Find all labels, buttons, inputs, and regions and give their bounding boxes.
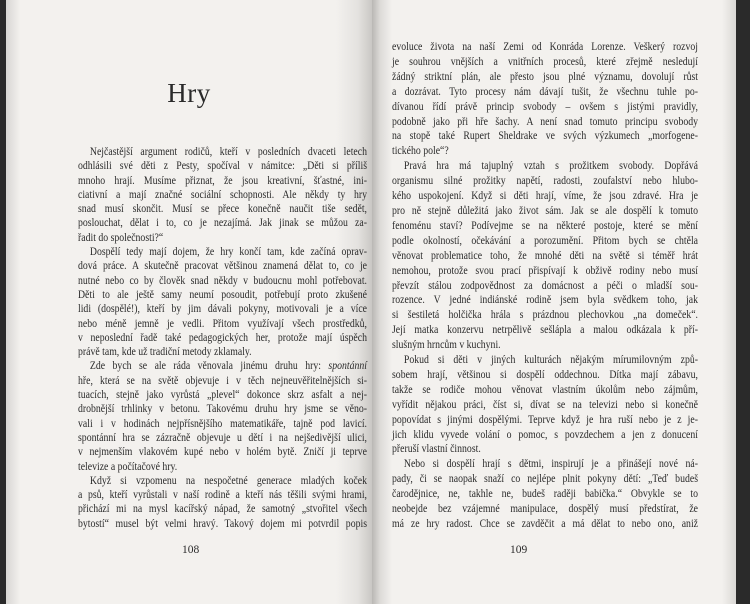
text-line bbox=[78, 145, 367, 159]
text-line-content: drobnější trhlinky v betonu. Takovému druhu hry jsme se věno- bbox=[78, 403, 367, 416]
text-line-content: ciativní a mají značné sociální schopnosti. Ale někdy ty hry bbox=[78, 188, 367, 201]
text-line-content: popovídat s jinými dospělými. Teprve když je hra ruší nebo je z je- bbox=[392, 413, 698, 426]
text-line-content: je souhrou vnějších a vnitřních procesů, které zřejmě nesledují bbox=[392, 55, 698, 68]
text-line bbox=[78, 417, 367, 431]
text-line-content: a dozrávat. Tyto procesy nám dávají tušit, že všechnu tuhle po- bbox=[392, 85, 698, 98]
text-line bbox=[78, 174, 367, 188]
text-line-content: spontánní hra se zázračně objevuje u dětí i na nejšedivější ulici, bbox=[78, 431, 367, 444]
text-line bbox=[78, 302, 367, 316]
text-line-content: rozence. V jedné indiánské rodině jsem byla svědkem toho, jak bbox=[392, 294, 698, 307]
text-line bbox=[78, 159, 367, 173]
chapter-title: Hry bbox=[167, 78, 211, 108]
text-line-content: si šestiletá holčička hrála s prázdnou plechovkou „na domeček“. bbox=[392, 309, 698, 322]
text-line-content: odhlásili své děti z Pesty, spočíval v námitce: „Děti si příliš bbox=[78, 160, 367, 173]
text-line bbox=[392, 353, 698, 368]
text-line bbox=[392, 293, 698, 308]
text-line bbox=[78, 445, 367, 459]
text-line-content: vyřídit nějakou práci, číst si, dívat se na televizi nebo si konečně bbox=[392, 398, 698, 411]
text-line bbox=[392, 55, 698, 70]
text-line bbox=[392, 129, 698, 144]
text-line bbox=[78, 345, 367, 359]
text-line-content: přeruší vlastní činnost. bbox=[392, 443, 481, 456]
text-line-content: čarodějnice, ne, takhle ne, budeš raději babička.“ Obvykle se to bbox=[392, 488, 698, 501]
text-line-content: podle okolností, očekávání a porozumění. Přitom bych se chtěla bbox=[392, 234, 698, 247]
text-line-content: má ze hry radost. Chce se zavděčit a má dělat to nebo ono, aniž bbox=[392, 518, 698, 530]
text-line-content: Nebo si dospělí hrají s dětmi, inspirují je a přinášejí nové ná- bbox=[403, 458, 698, 471]
text-line bbox=[78, 359, 367, 373]
text-line-content: podobně jako při hře šachy. A není snad tomuto principu svobody bbox=[392, 115, 698, 128]
text-line-content: Pravá hra má tajuplný vztah s prožitkem svobody. Dopřává bbox=[403, 160, 698, 173]
text-line-content: Pokud si děti v jiných kulturách nějakým mírumilovným způ- bbox=[403, 354, 698, 367]
text-line-content: vali i v hodinách nejpřísnějšího matematikáře, tajně pod lavicí. bbox=[78, 417, 367, 430]
text-line-content: dívanou řídí právě princip svobody – ovšem s jistými pravidly, bbox=[392, 100, 698, 113]
text-line bbox=[78, 502, 367, 516]
text-line bbox=[392, 279, 698, 294]
text-line bbox=[392, 174, 698, 189]
text-line-content: na stopě také Rupert Sheldrake ve svých výzkumech „morfogene- bbox=[392, 130, 698, 143]
text-line bbox=[78, 460, 367, 474]
right-page bbox=[372, 0, 736, 604]
text-line-content: slušným hrncům v kuchyni. bbox=[392, 339, 501, 352]
text-line bbox=[392, 457, 698, 472]
text-line bbox=[78, 317, 367, 331]
text-line-content: organismu silné prožitky napětí, radosti, zoufalství nebo hlubo- bbox=[392, 175, 698, 188]
text-line-content: a psů, kteří vyrůstali v naší rodině a kteří nás těšili svými hrami, bbox=[78, 489, 367, 502]
text-line bbox=[392, 413, 698, 428]
text-line-content: pady, či se naopak snaží co nejlépe plnit pokyny dětí: „Teď budeš bbox=[392, 473, 698, 486]
text-line-content: snad musí skončit. Musí se přece konečně naučit tiše sedět, bbox=[78, 203, 367, 216]
text-line-content: přichází mi na mysl kacířský nápad, že samotný „stvořitel všech bbox=[78, 503, 367, 516]
text-line-content: evoluce života na naší Zemi od Konráda Lorenze. Veškerý rozvoj bbox=[392, 41, 698, 53]
left-page bbox=[6, 0, 372, 604]
text-line bbox=[78, 517, 367, 531]
text-line bbox=[392, 383, 698, 398]
text-line-content: převzít stálou zodpovědnost za domácnost a péči o mladší sou- bbox=[392, 279, 698, 292]
text-line-content: Děti to ale ještě samy neumí posoudit, potřebují proto zkušené bbox=[78, 288, 367, 301]
text-line-content: televize a počítačové hry. bbox=[78, 460, 178, 473]
text-line bbox=[78, 216, 367, 230]
text-line bbox=[78, 331, 367, 345]
right-page-text bbox=[392, 40, 698, 532]
text-line-content: žádný striktní plán, ale přesto jsou plné významu, dovolují růst bbox=[392, 70, 698, 83]
text-line-content: fenoménu staví? Podívejme se na některé postoje, které se mění bbox=[392, 219, 698, 232]
text-line-content: věnovat problematice toho, že mnohé děti na světě si téměř hrát bbox=[392, 249, 698, 262]
text-line-content: Dospělí tedy mají dojem, že hry končí tam, kde začíná oprav- bbox=[89, 246, 368, 259]
text-line bbox=[392, 368, 698, 383]
text-line bbox=[392, 249, 698, 264]
text-line bbox=[78, 388, 367, 402]
text-line-content: nemohou, protože svou prací přispívají k obživě rodiny nebo musí bbox=[392, 264, 698, 277]
text-line-content: pro ně stejně důležitá jako život sám. Jak se ale dospělí k tomuto bbox=[392, 204, 698, 217]
text-line-content: Když si vzpomenu na nespočetné generace mladých koček bbox=[89, 474, 368, 487]
text-line-content: hře, která se na světě objevuje i v těch nejneuvěřitelnějších si- bbox=[78, 374, 367, 387]
text-line bbox=[392, 264, 698, 279]
text-line-content: nutné nebo co by člověk snad někdy v budoucnu mohl potřebovat. bbox=[78, 274, 367, 287]
text-line bbox=[392, 428, 698, 443]
text-line-content: dová práce. A skutečně pracovat většinou znamená dělat to, co je bbox=[78, 260, 367, 273]
page-number-right: 109 bbox=[510, 544, 528, 556]
text-line bbox=[392, 85, 698, 100]
text-line bbox=[78, 245, 367, 259]
page-number-left: 108 bbox=[182, 544, 200, 556]
text-line bbox=[392, 115, 698, 130]
text-line bbox=[392, 308, 698, 323]
text-line bbox=[392, 502, 698, 517]
text-line bbox=[78, 402, 367, 416]
text-line bbox=[392, 204, 698, 219]
text-line bbox=[392, 517, 698, 532]
text-line bbox=[392, 159, 698, 174]
text-line bbox=[392, 189, 698, 204]
text-line bbox=[78, 474, 367, 488]
text-line bbox=[392, 100, 698, 115]
text-line-content: v neposlední řadě také pedagogických her, protože mají úspěch bbox=[78, 331, 367, 344]
text-line bbox=[78, 288, 367, 302]
text-line bbox=[392, 144, 698, 159]
text-line bbox=[78, 202, 367, 216]
text-line bbox=[78, 188, 367, 202]
text-line-content: tického pole“? bbox=[392, 145, 449, 158]
text-line bbox=[392, 219, 698, 234]
text-line bbox=[78, 274, 367, 288]
text-line bbox=[392, 40, 698, 55]
text-line-content: tuacích, stejně jako vyrůstá „plevel“ dokonce skrz asfalt a nej- bbox=[78, 389, 367, 402]
text-line bbox=[392, 323, 698, 338]
text-line bbox=[78, 374, 367, 388]
text-line-content: kého uspokojení. Když si děti hrají, víme, že jsou zdravé. Hra je bbox=[392, 190, 698, 203]
text-line bbox=[78, 231, 367, 245]
text-line bbox=[392, 487, 698, 502]
text-line-content: právě tam, kde už tradiční metody zklamaly. bbox=[78, 346, 252, 359]
text-line bbox=[78, 488, 367, 502]
text-line-content: bytostí“ musel být velmi hravý. Takový dojem mi potvrdil popis bbox=[78, 517, 367, 530]
text-line-content: v nejmenším vlakovém kupé nebo v holém bytě. Zničí ji teprve bbox=[78, 446, 367, 459]
text-line-content: sobem hrají, většinou si dospělí oddechnou. Dítka mají zábavu, bbox=[392, 368, 698, 381]
text-line bbox=[78, 259, 367, 273]
italic-emphasis: spontánní bbox=[328, 360, 367, 373]
text-line-content: řadit do společnosti?“ bbox=[78, 231, 164, 244]
text-line-content: neobejde bez vzájemné manipulace, dospělý musí předstírat, že bbox=[392, 503, 698, 516]
left-page-text bbox=[78, 145, 367, 531]
text-line-content: lidi (dospělé!), kteří by jim dávali pokyny, motivovali je a více bbox=[78, 303, 367, 316]
text-line bbox=[392, 442, 698, 457]
text-line bbox=[78, 431, 367, 445]
text-line bbox=[392, 398, 698, 413]
text-line-content: jich klidu vyvede volání o pomoc, s povzdechem a jen z donucení bbox=[392, 428, 698, 441]
text-line bbox=[392, 472, 698, 487]
text-line bbox=[392, 70, 698, 85]
text-line-content: takže se rodiče mohou věnovat vlastním úkolům nebo zájmům, bbox=[392, 383, 698, 396]
text-line-content: mnoho hrají. Musíme přiznat, že jsou kreativní, šťastné, ini- bbox=[78, 174, 367, 187]
text-line-content: poslouchat, dělat i to, co je nezajímá. Jak jinak se můžou za- bbox=[78, 217, 367, 230]
text-line-content: Její matka konzervu netrpělivě sešlápla a malou odkázala k pří- bbox=[392, 324, 698, 337]
text-line bbox=[392, 234, 698, 249]
text-line bbox=[392, 338, 698, 353]
text-line-content: Zde bych se ale ráda věnovala jinému druhu hry: bbox=[89, 360, 329, 373]
text-line-content: nebo méně jemně je vedli. Přitom využívají všech prostředků, bbox=[78, 317, 367, 330]
text-line-content: Nejčastější argument rodičů, kteří v posledních dvaceti letech bbox=[89, 146, 368, 158]
